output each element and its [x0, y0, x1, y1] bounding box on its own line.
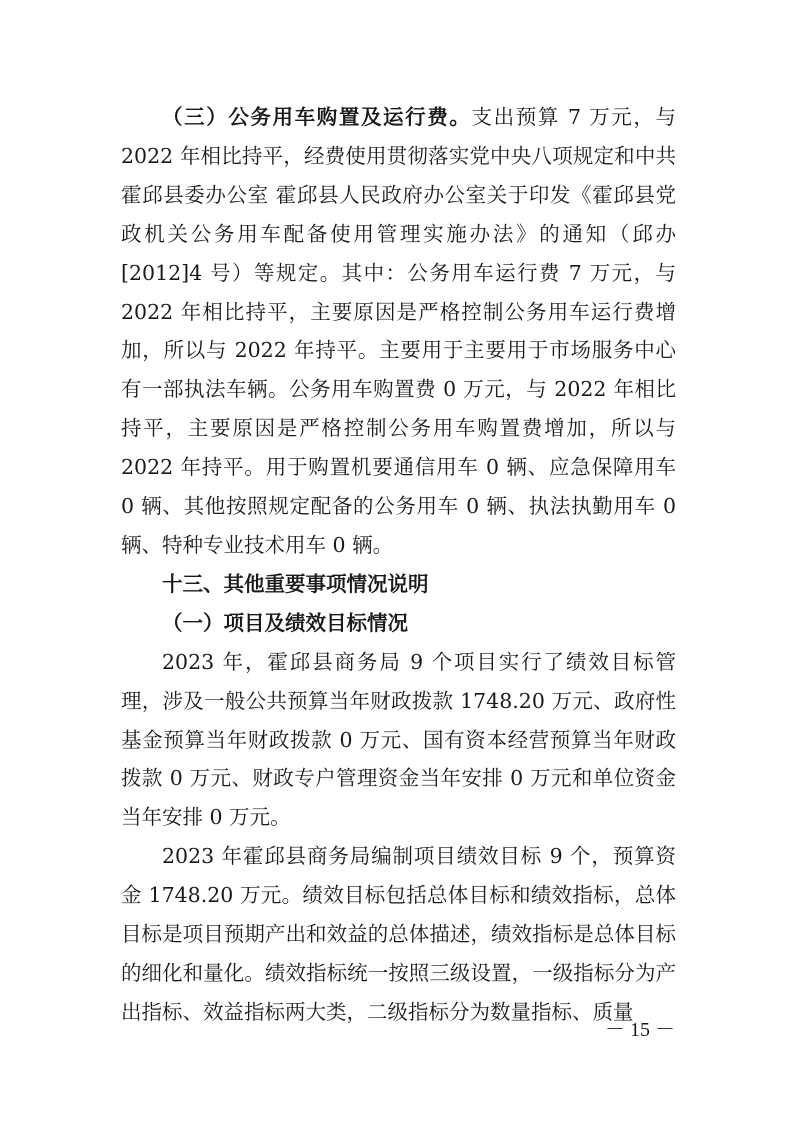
paragraph-vehicle-text: 支出预算 7 万元，与 2022 年相比持平，经费使用贯彻落实党中央八项规定和中共霍邱县委办公室 霍邱县人民政府办公室关于印发《霍邱县党政机关公务用车配备使用管理实施办法》的通知（邱办[2012]4 号）等规定。其中：公务用车运行费 7 万元，与 2022 年相比持平，主要原因是严格控制公务用车运行费增加，所以与 2022 年持平。主要用于主要用于市场服务中心有一部执法车辆。公务用车购置费 0 万元，与 2022 年相比持平，主要原因是严格控制公务用车购置费增加，所以与 2022 年持平。用于购置机要通信用车 0 辆、应急保障用车 0 辆、其他按照规定配备的公务用车 0 辆、执法执勤用车 0 辆、特种专业技术用车 0 辆。: [121, 105, 677, 557]
page-number: － 15 －: [605, 1019, 675, 1041]
subsection-heading: （一）项目及绩效目标情况: [162, 610, 408, 635]
section-heading: 十三、其他重要事项情况说明: [162, 571, 429, 596]
paragraph-vehicle-expenses: [121, 98, 676, 565]
document-body: [121, 98, 676, 1032]
paragraph-projects: 2023 年，霍邱县商务局 9 个项目实行了绩效目标管理，涉及一般公共预算当年财政拨款 1748.20 万元、政府性基金预算当年财政拨款 0 万元、国有资本经营预算当年财政拨款 0 万元、财政专户管理资金当年安排 0 万元和单位资金当年安排 0 万元。: [121, 649, 676, 830]
paragraph-targets: 2023 年霍邱县商务局编制项目绩效目标 9 个，预算资金 1748.20 万元。绩效目标包括总体目标和绩效指标，总体目标是项目预期产出和效益的总体描述，绩效指标是总体目标的细化和量化。绩效指标统一按照三级设置，一级指标分为产出指标、效益指标两大类，二级指标分为数量指标、质量: [121, 844, 676, 1024]
paragraph-vehicle-lead: （三）公务用车购置及运行费。: [162, 105, 472, 129]
